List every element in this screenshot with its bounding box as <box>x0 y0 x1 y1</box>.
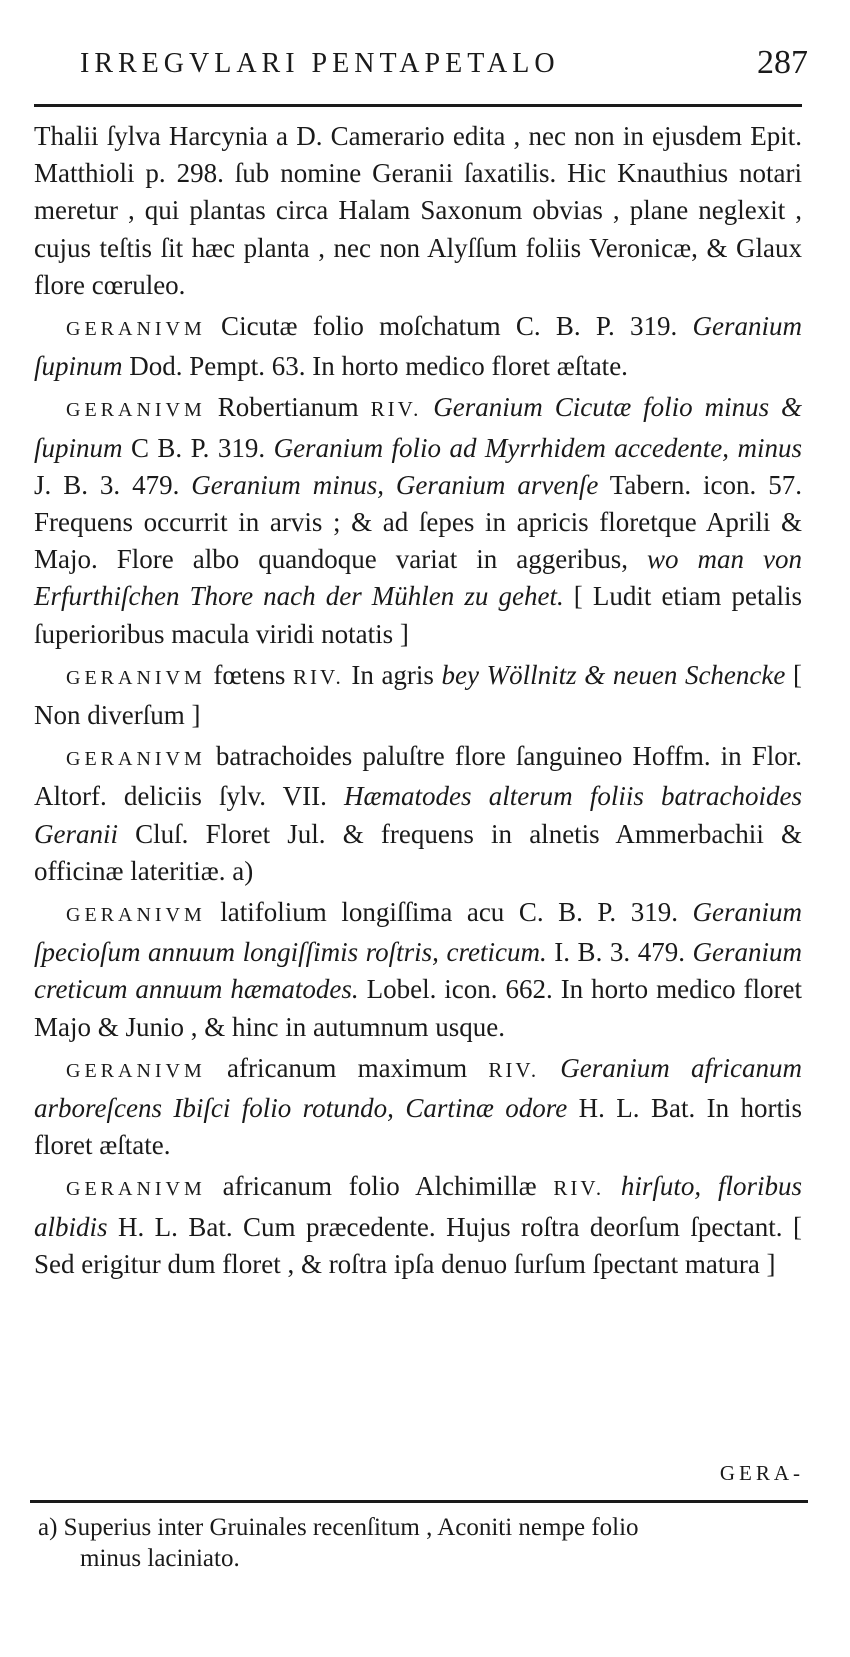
continued-paragraph <box>34 118 802 304</box>
footnote-rule <box>30 1500 808 1503</box>
author-abbrev: RIV. <box>370 397 422 422</box>
header-rule <box>34 104 802 107</box>
text-run: batrachoides paluſtre flore ſanguineo Hoffm. in Flor. Altorf. deliciis ſylv. VII. <box>34 741 802 812</box>
text-run: Dod. Pempt. 63. In horto medico floret æſtate. <box>122 351 628 382</box>
body-text <box>34 118 802 1287</box>
italic-text: Geranium Cicutæ folio minus & ſupinum <box>34 392 803 463</box>
author-abbrev: RIV. <box>553 1176 605 1201</box>
text-run: fœtens <box>205 659 293 690</box>
italic-text: Geranium creticum annuum hæmatodes. <box>34 937 802 1005</box>
text-run: I. B. 3. 479. <box>546 937 693 968</box>
text-run: [ Non diverſum ] <box>34 659 802 731</box>
text-run <box>421 392 433 422</box>
geranium-entry <box>34 738 802 890</box>
text-run: Cicutæ folio moſchatum C. B. P. 319. <box>205 311 693 342</box>
text-run: [ Ludit etiam petalis ſuperioribus macula viridi notatis ] <box>34 581 802 649</box>
genus-name: GERANIVM <box>66 1059 206 1082</box>
author-abbrev: RIV. <box>293 664 344 689</box>
geranium-entry <box>34 1050 802 1165</box>
text-run: C B. P. 319. <box>122 432 274 463</box>
geranium-entry <box>34 1168 802 1283</box>
text-run: H. L. Bat. In hortis floret æſtate. <box>34 1093 802 1161</box>
italic-text: wo man von Erfurthiſchen Thore nach der Mühlen zu gehet. <box>34 544 802 612</box>
text-run: Lobel. icon. 662. In horto medico floret Majo & Junio , & hinc in autumnum usque. <box>34 974 802 1042</box>
italic-text: Geranium ſpecioſum annuum longiſſimis roſtris, creticum. <box>34 897 802 968</box>
italic-text: Hæmatodes alterum foliis batrachoides Geranii <box>34 781 802 849</box>
running-title: IRREGVLARI PENTAPETALO <box>80 48 560 79</box>
genus-name: GERANIVM <box>66 318 206 341</box>
text-run: Cluſ. Floret Jul. & frequens in alnetis Ammerbachii & officinæ lateritiæ. a) <box>34 818 802 886</box>
text-run: Thalii ſylva Harcynia a D. Camerario edita , nec non in ejusdem Epit. Matthioli p. 298. ſub nomine Geranii ſaxatilis. Hic Knauthius notari meretur , qui plantas circa Halam Saxonum obvias , plane neglexit , cujus teſtis ſit hæc planta , nec non Alyſſum foliis Veronicæ, & Glaux flore cœruleo. <box>34 121 802 300</box>
text-run: africanum maximum <box>205 1052 489 1083</box>
page-number: 287 <box>757 44 808 81</box>
page-header <box>80 44 808 88</box>
genus-name: GERANIVM <box>66 1178 206 1201</box>
italic-text: bey Wöllnitz & neuen Schencke <box>441 659 786 690</box>
genus-name: GERANIVM <box>66 748 206 771</box>
catchword: GERA- <box>719 1461 804 1485</box>
text-run: Robertianum <box>205 392 371 423</box>
text-run: J. B. 3. 479. <box>34 469 192 500</box>
genus-name: GERANIVM <box>66 399 206 422</box>
author-abbrev: RIV. <box>488 1057 540 1082</box>
footnote-line: minus laciniato. <box>80 1545 240 1572</box>
genus-name: GERANIVM <box>66 666 206 689</box>
italic-text: hirſuto, floribus albidis <box>34 1171 802 1242</box>
text-run <box>539 1053 560 1083</box>
text-run: Tabern. icon. 57. Frequens occurrit in arvis ; & ad ſepes in apricis floretque Aprili & Majo. Flore albo quandoque variat in aggeribus, <box>34 469 802 575</box>
italic-text: Geranium folio ad Myrrhidem accedente, minus <box>273 432 802 463</box>
italic-text: Geranium ſupinum <box>34 311 802 382</box>
text-run: In agris <box>343 659 442 690</box>
geranium-entry <box>34 657 802 734</box>
text-run <box>604 1171 621 1201</box>
italic-text: Geranium africanum arboreſcens Ibiſci folio rotundo, Cartinæ odore <box>34 1052 802 1124</box>
genus-name: GERANIVM <box>66 904 206 927</box>
geranium-entry <box>34 894 802 1046</box>
geranium-entry <box>34 389 802 652</box>
text-run: africanum folio Alchimillæ <box>205 1171 554 1202</box>
geranium-entry <box>34 308 802 385</box>
italic-text: Geranium minus, Geranium arvenſe <box>191 469 599 500</box>
footnote <box>38 1512 804 1574</box>
footnote-line: a) Superius inter Gruinales recenſitum , Aconiti nempe folio <box>38 1514 639 1541</box>
text-run: H. L. Bat. Cum præcedente. Hujus roſtra deorſum ſpectant. [ Sed erigitur dum floret , & roſtra ipſa denuo ſurſum ſpectant matura ] <box>34 1211 802 1279</box>
text-run: latifolium longiſſima acu C. B. P. 319. <box>205 897 693 928</box>
